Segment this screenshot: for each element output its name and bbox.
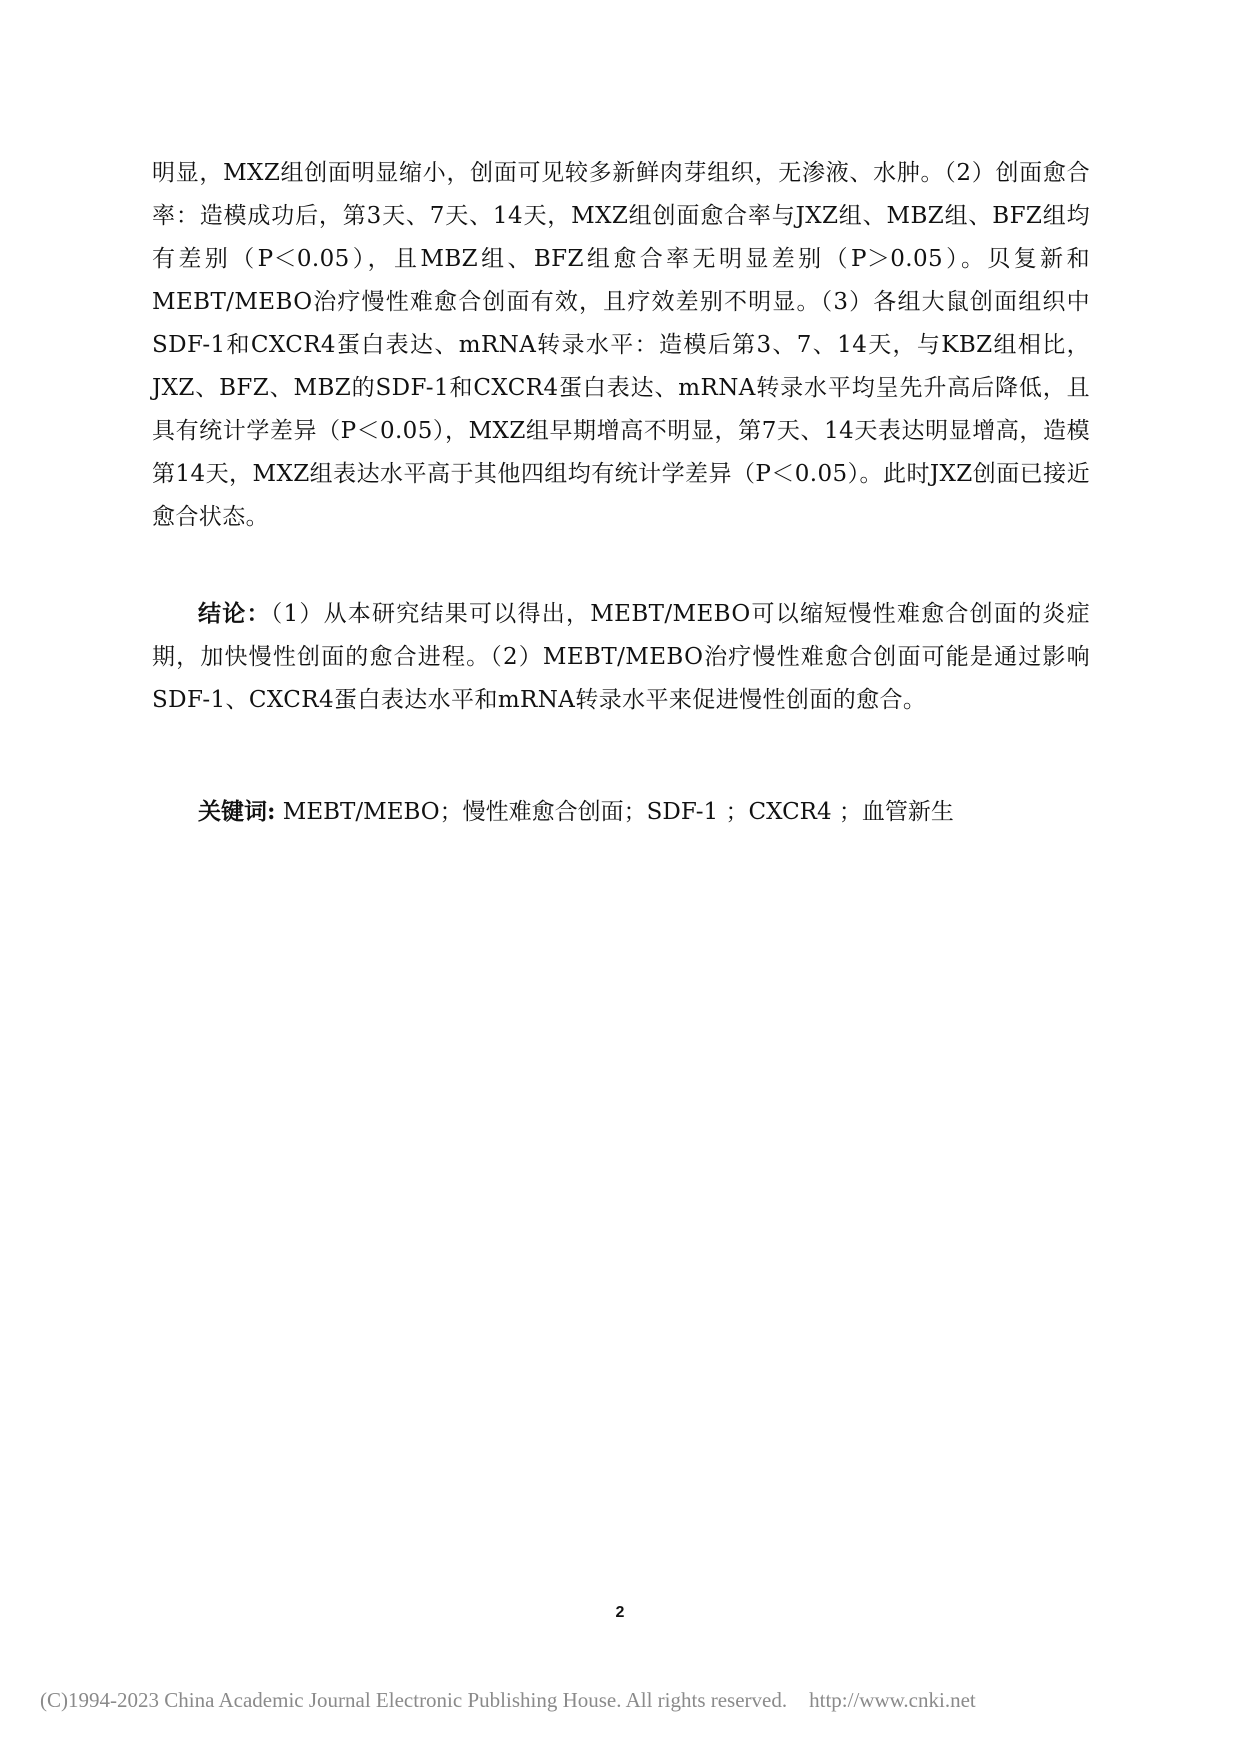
copyright-text: (C)1994-2023 China Academic Journal Electronic Publishing House. All rights reserved. [40,1688,788,1712]
cnki-link[interactable]: http://www.cnki.net [809,1688,976,1712]
page-number: 2 [615,1604,625,1621]
conclusion-label: 结论： [198,600,271,627]
conclusion-text: （1）从本研究结果可以得出，MEBT/MEBO可以缩短慢性难愈合创面的炎症期，加快慢性创面的愈合进程。（2）MEBT/MEBO治疗慢性难愈合创面可能是通过影响SDF-1、CXCR4蛋白表达水平和mRNA转录水平来促进慢性创面的愈合。 [152,601,1090,713]
results-paragraph: 明显，MXZ组创面明显缩小，创面可见较多新鲜肉芽组织，无渗液、水肿。（2）创面愈合率：造模成功后，第3天、7天、14天，MXZ组创面愈合率与JXZ组、MBZ组、BFZ组均有差别（P＜0.05），且MBZ组、BFZ组愈合率无明显差别（P＞0.05）。贝复新和MEBT/MEBO治疗慢性难愈合创面有效，且疗效差别不明显。（3）各组大鼠创面组织中 SDF-1和CXCR4蛋白表达、mRNA转录水平：造模后第3、7、14天，与KBZ组相比，JXZ、BFZ、MBZ的SDF-1和CXCR4蛋白表达、mRNA转录水平均呈先升高后降低，且具有统计学差异（P＜0.05），MXZ组早期增高不明显，第7天、14天表达明显增高，造模第14天，MXZ组表达水平高于其他四组均有统计学差异（P＜0.05）。此时JXZ创面已接近愈合状态。 [152,160,1090,530]
keywords-text: MEBT/MEBO；慢性难愈合创面；SDF-1 ；CXCR4 ；血管新生 [275,799,954,825]
conclusion-paragraph [152,592,1090,722]
keywords-label: 关键词: [198,798,276,825]
keywords-line [198,790,954,834]
footer-copyright [40,1688,1200,1713]
